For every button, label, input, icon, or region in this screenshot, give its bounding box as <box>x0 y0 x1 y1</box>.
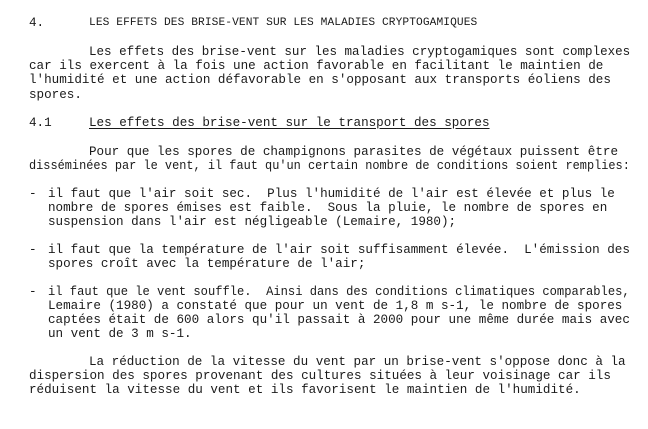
subsection-number: 4.1 <box>29 116 52 130</box>
paragraph-line: disséminées par le vent, il faut qu'un certain nombre de conditions soient remplies: <box>29 159 630 173</box>
bullet-line: il faut que l'air soit sec. Plus l'humidité de l'air est élevée et plus le <box>48 187 615 201</box>
bullet-line: nombre de spores émises est faible. Sous la pluie, le nombre de spores en <box>48 201 608 215</box>
bullet-line: captées était de 600 alors qu'il passait à 2000 pour une même durée mais avec <box>48 313 630 327</box>
paragraph-line: La réduction de la vitesse du vent par un brise-vent s'oppose donc à la <box>89 355 626 369</box>
section-number: 4. <box>29 16 45 30</box>
paragraph-line: l'humidité et une action défavorable en s'opposant aux transports éoliens des <box>29 73 611 87</box>
subsection-title: Les effets des brise-vent sur le transport des spores <box>89 116 490 130</box>
bullet-dash: - <box>29 285 37 299</box>
bullet-line: Lemaire (1980) a constaté que pour un vent de 1,8 m s-1, le nombre de spores <box>48 299 623 313</box>
section-title: LES EFFETS DES BRISE-VENT SUR LES MALADIES CRYPTOGAMIQUES <box>89 17 478 29</box>
paragraph-line: car ils exercent à la fois une action favorable en facilitant le maintien de <box>29 59 604 73</box>
paragraph-line: dispersion des spores provenant des cultures situées à leur voisinage car ils <box>29 369 611 383</box>
paragraph-line: réduisent la vitesse du vent et ils favorisent le maintien de l'humidité. <box>29 383 581 397</box>
bullet-line: il faut que la température de l'air soit suffisamment élevée. L'émission des <box>48 243 630 257</box>
paragraph-line: Les effets des brise-vent sur les maladies cryptogamiques sont complexes <box>89 45 631 59</box>
bullet-line: suspension dans l'air est négligeable (Lemaire, 1980); <box>48 215 457 229</box>
bullet-line: il faut que le vent souffle. Ainsi dans des conditions climatiques comparables, <box>48 285 630 299</box>
bullet-line: spores croît avec la température de l'air; <box>48 257 366 271</box>
paragraph-line: spores. <box>29 88 82 102</box>
bullet-dash: - <box>29 187 37 201</box>
paragraph-line: Pour que les spores de champignons parasites de végétaux puissent être <box>89 145 619 159</box>
bullet-dash: - <box>29 243 37 257</box>
bullet-line: un vent de 3 m s-1. <box>48 327 192 341</box>
